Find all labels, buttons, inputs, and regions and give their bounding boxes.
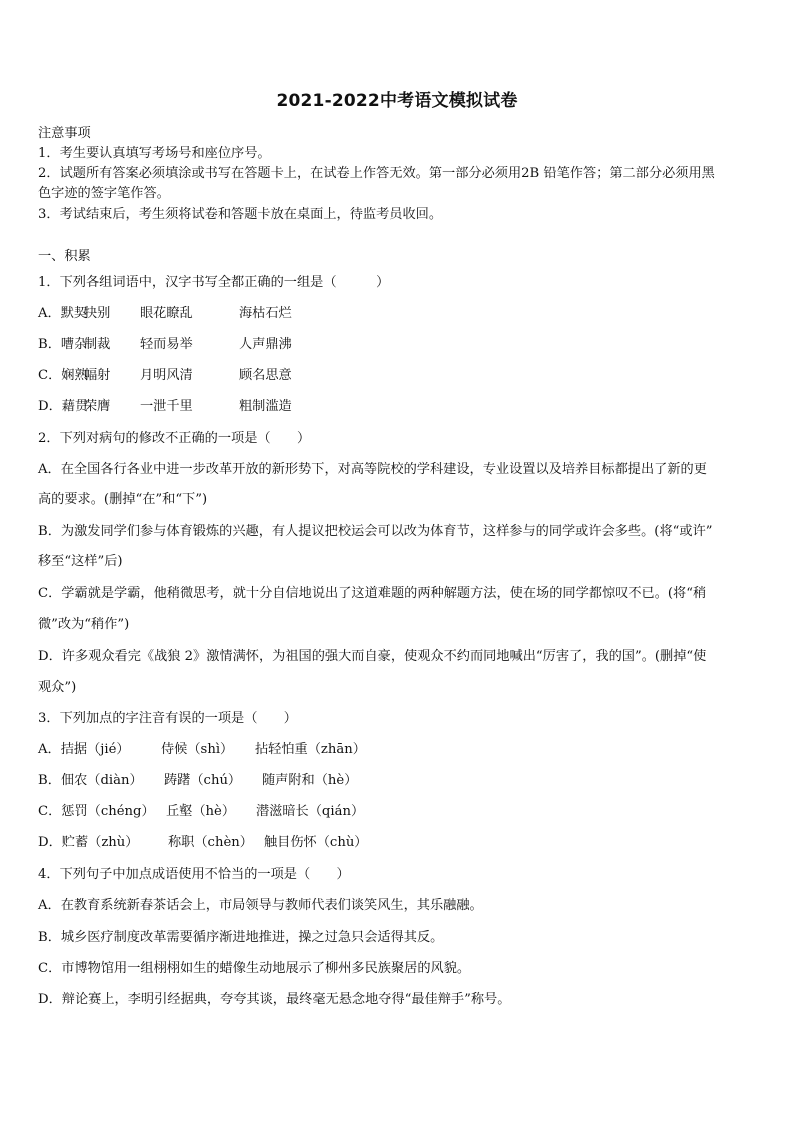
q1-a-4: 海枯石烂 [239, 306, 292, 321]
exam-title: 2021-2022中考语文模拟试卷 [276, 91, 518, 111]
q3-a-1: A．拮据（jié） [38, 742, 130, 757]
q3-d-1: D．贮蓄（zhù） [38, 835, 139, 850]
q1-c-2: 幅射 [84, 368, 111, 383]
q1-b-2: 制裁 [84, 337, 111, 352]
q3-c-2: 丘壑（hè） [166, 804, 236, 819]
q2-stem: 2．下列对病句的修改不正确的一项是（ ） [38, 431, 311, 446]
q3-option-a [38, 738, 366, 757]
q3-a-3: 拈轻怕重（zhān） [255, 742, 366, 757]
notice-item-3: 3．考试结束后，考生须将试卷和答题卡放在桌面上，待监考员收回。 [38, 207, 443, 222]
q1-d-4: 粗制滥造 [239, 399, 292, 414]
q3-b-3: 随声附和（hè） [262, 773, 358, 788]
q4-option-d: D．辩论赛上，李明引经据典，夸夸其谈，最终毫无悬念地夺得“最佳辩手”称号。 [38, 992, 511, 1007]
notice-heading: 注意事项 [38, 126, 91, 141]
q3-d-2: 称职（chèn） [168, 835, 253, 850]
q2-line-6: 微”改为“稍作”) [38, 617, 130, 632]
q3-c-3: 潜滋暗长（qián） [256, 804, 365, 819]
section-heading: 一、积累 [38, 249, 91, 264]
q3-option-c [38, 800, 364, 819]
notice-item-1: 1．考生要认真填写考场号和座位序号。 [38, 146, 271, 161]
q3-option-b [38, 769, 357, 788]
q1-a-1: A．默契 [38, 306, 88, 321]
q1-d-3: 一泄千里 [140, 399, 193, 414]
q2-line-3: B．为激发同学们参与体育锻炼的兴趣，有人提议把校运会可以改为体育节，这样参与的同学或许会多些。(将“或许” [38, 524, 713, 539]
q3-d-3: 触目伤怀（chù） [264, 835, 368, 850]
q1-option-d [38, 395, 292, 414]
q1-option-b [38, 333, 292, 352]
q1-b-4: 人声鼎沸 [239, 337, 292, 352]
q1-option-c [38, 364, 292, 383]
q1-c-4: 顾名思意 [239, 368, 292, 383]
q1-a-3: 眼花瞭乱 [140, 306, 193, 321]
notice-item-2: 2．试题所有答案必须填涂或书写在答题卡上，在试卷上作答无效。第一部分必须用2B 铅笔作答；第二部分必须用黑 [38, 166, 715, 181]
q2-line-4: 移至“这样”后) [38, 554, 123, 569]
q1-c-1: C．娴熟 [38, 368, 88, 383]
q3-stem: 3．下列加点的字注音有误的一项是（ ） [38, 711, 297, 726]
q4-option-a: A．在教育系统新春茶话会上，市局领导与教师代表们谈笑风生，其乐融融。 [38, 898, 483, 913]
q4-option-b: B．城乡医疗制度改革需要循序渐进地推进，操之过急只会适得其反。 [38, 930, 444, 945]
q1-option-a [38, 302, 292, 321]
q1-c-3: 月明风清 [140, 368, 193, 383]
q4-option-c: C．市博物馆用一组栩栩如生的蜡像生动地展示了柳州多民族聚居的风貌。 [38, 961, 471, 976]
q2-line-1: A．在全国各行各业中进一步改革开放的新形势下，对高等院校的学科建设，专业设置以及培养目标都提出了新的更 [38, 462, 707, 477]
notice-item-2-cont: 色字迹的签字笔作答。 [38, 186, 170, 201]
q3-c-1: C．惩罚（chéng） [38, 804, 155, 819]
q1-a-2: 抉别 [84, 306, 111, 321]
q3-b-1: B．佃农（diàn） [38, 773, 143, 788]
q1-b-1: B．嘈杂 [38, 337, 88, 352]
q4-stem: 4．下列句子中加点成语使用不恰当的一项是（ ） [38, 867, 350, 882]
q1-d-2: 荣膺 [84, 399, 111, 414]
q2-line-5: C．学霸就是学霸，他稍微思考，就十分自信地说出了这道难题的两种解题方法，使在场的同学都惊叹不已。(将“稍 [38, 586, 707, 601]
q2-line-2: 高的要求。(删掉“在”和“下”) [38, 492, 208, 507]
q3-a-2: 侍候（shì） [161, 742, 234, 757]
q3-b-2: 踌躇（chú） [164, 773, 242, 788]
q3-option-d [38, 831, 368, 850]
q1-b-3: 轻而易举 [140, 337, 193, 352]
q2-line-7: D．许多观众看完《战狼 2》激情满怀，为祖国的强大而自豪，使观众不约而同地喊出“厉害了，我的国”。(删掉“使 [38, 649, 707, 664]
q1-d-1: D．藉贯 [38, 399, 89, 414]
q1-stem: 1．下列各组词语中，汉字书写全都正确的一组是（ ） [38, 275, 390, 290]
q2-line-8: 观众”) [38, 680, 77, 695]
